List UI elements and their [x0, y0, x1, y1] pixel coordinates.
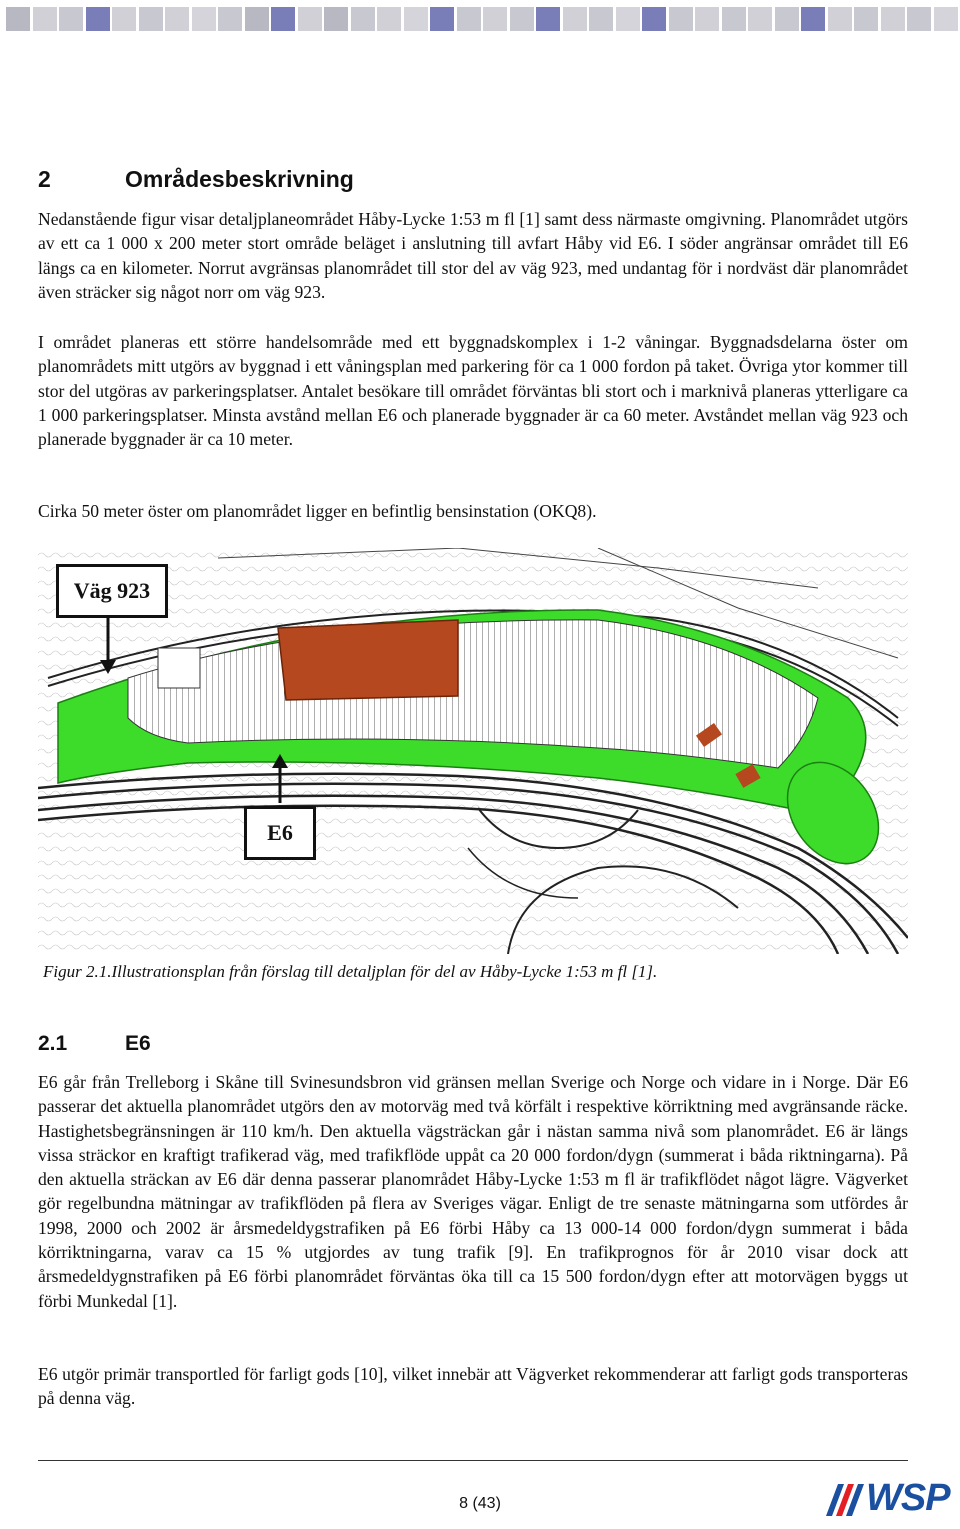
section-heading: [38, 166, 354, 193]
header-square: [430, 7, 454, 31]
header-square: [563, 7, 587, 31]
header-square: [536, 7, 560, 31]
header-square: [377, 7, 401, 31]
header-square: [589, 7, 613, 31]
subsection-paragraph-2: E6 utgör primär transportled för farligt gods [10], vilket innebär att Vägverket rekommenderar att farligt gods transporteras på denna väg.: [38, 1364, 908, 1409]
section-paragraph-2: I området planeras ett större handelsområde med ett byggnadskomplex i 1-2 våningar. Byggnadsdelarna öster om planområdets mitt utgörs av byggnad i ett våningsplan med parkering för ca 1 000 fordon på taket. Övriga ytor kommer till stor del utgöras av parkeringsplatser. Antalet besökare till området förväntas bli stort och i marknivå planeras ytterligare ca 1 000 parkeringsplatser. Minsta avstånd mellan E6 och planerade byggnader är ca 60 meter. Avståndet mellan väg 923 och planerade byggnader är ca 10 meter.: [38, 332, 908, 450]
header-square: [218, 7, 242, 31]
header-square: [483, 7, 507, 31]
header-decoration-bar: [0, 0, 960, 34]
header-square: [245, 7, 269, 31]
header-square: [722, 7, 746, 31]
header-square: [907, 7, 931, 31]
header-square: [59, 7, 83, 31]
header-square: [6, 7, 30, 31]
subsection-paragraph-1: E6 går från Trelleborg i Skåne till Svinesundsbron vid gränsen mellan Sverige och Norge och vidare in i Norge. Där E6 passerar det aktuella planområdet utgörs den av motorväg med två körfält i respektive körriktning med avgränsande räcke. Hastighetsbegränsningen är 110 km/h. Den aktuella vägsträckan går i nästan samma nivå som planområdet. E6 är längs vissa sträckor en kraftigt trafikerad väg, med trafikflöde uppåt ca 20 000 fordon/dygn (summerat i båda riktningarna). På den aktuella sträckan av E6 där denna passerar planområdet Håby-Lycke 1:53 m fl är trafikflödet något lägre. Vägverket gör regelbundna mätningar av trafikflöden på flera av Sveriges vägar. Enligt de tre senaste mätningarna som utfördes år 1998, 2000 och 2002 är årsmedeldygstrafiken på E6 förbi Håby ca 13 000-14 000 fordon/dygn summerat i båda körriktningarna, varav ca 15 % utgjordes av tung trafik [9]. En trafikprognos för år 2010 visar dock att årsmedeldygnstrafiken på E6 förbi planområdet förväntas öka till ca 15 500 fordon/dygn efter att motorvägen byggs ut förbi Munkedal [1].: [38, 1072, 908, 1311]
header-square: [112, 7, 136, 31]
header-square: [695, 7, 719, 31]
header-square: [86, 7, 110, 31]
header-square: [801, 7, 825, 31]
header-square: [854, 7, 878, 31]
header-square: [298, 7, 322, 31]
header-square: [881, 7, 905, 31]
page-number: 8 (43): [459, 1495, 501, 1512]
header-square: [271, 7, 295, 31]
header-square: [934, 7, 958, 31]
map-drawing: [38, 548, 908, 954]
subsection-heading: [38, 1032, 151, 1056]
header-square: [775, 7, 799, 31]
planned-building: [278, 620, 458, 700]
wsp-logo-text: WSP: [866, 1477, 950, 1519]
header-square: [748, 7, 772, 31]
header-square: [33, 7, 57, 31]
section-number: 2: [38, 166, 51, 192]
header-square: [642, 7, 666, 31]
header-square: [828, 7, 852, 31]
subsection-number: 2.1: [38, 1032, 68, 1055]
subsection-title: E6: [125, 1032, 151, 1055]
header-square: [404, 7, 428, 31]
road-923-label: Väg 923: [56, 564, 168, 618]
header-square: [669, 7, 693, 31]
illustration-plan-map: [38, 548, 908, 954]
e6-label: E6: [244, 806, 316, 860]
section-title: Områdesbeskrivning: [125, 166, 354, 192]
section-paragraph-1: Nedanstående figur visar detaljplaneområdet Håby-Lycke 1:53 m fl [1] samt dess närmaste omgivning. Planområdet utgörs av ett ca 1 000 x 200 meter stort område beläget i anslutning till avfart Håby vid E6. I söder angränsar området till E6 längs ca en kilometer. Norrut avgränsas planområdet till stor del av väg 923, med undantag för i nordväst där planområdet även sträcker sig något norr om väg 923.: [38, 209, 908, 302]
header-square: [616, 7, 640, 31]
footer-divider: [38, 1460, 908, 1461]
header-square: [139, 7, 163, 31]
header-square: [351, 7, 375, 31]
header-square: [510, 7, 534, 31]
header-square: [192, 7, 216, 31]
header-square: [165, 7, 189, 31]
header-square: [324, 7, 348, 31]
header-square: [457, 7, 481, 31]
section-paragraph-3: Cirka 50 meter öster om planområdet ligger en befintlig bensinstation (OKQ8).: [38, 501, 597, 521]
figure-caption: Figur 2.1.Illustrationsplan från förslag till detaljplan för del av Håby-Lycke 1:53 m fl [1].: [43, 962, 658, 981]
